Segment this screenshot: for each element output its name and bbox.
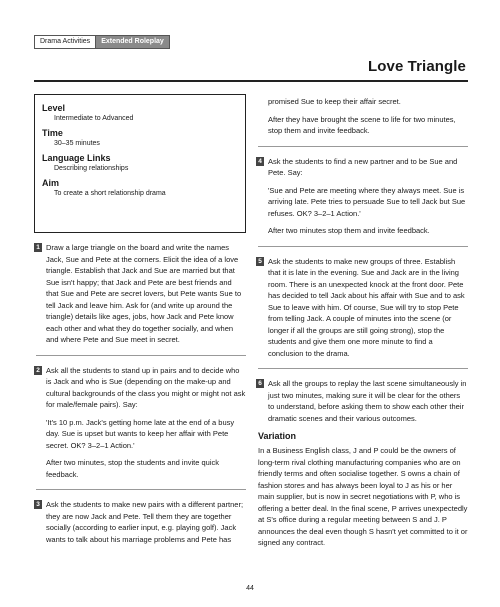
step-text: Ask all the groups to replay the last scene simultaneously in just two minutes, making sure it will be clear for the others to understand, before asking them to show each other their dramatic scenes and their various outcomes. <box>268 379 467 423</box>
level-label: Level <box>42 103 66 113</box>
step-number-badge: 2 <box>34 366 42 375</box>
divider <box>258 368 468 369</box>
step-3 <box>36 499 246 545</box>
tab-drama-activities: Drama Activities <box>35 36 96 48</box>
step-text: promised Sue to keep their affair secret. <box>268 97 401 106</box>
step-number-badge: 3 <box>34 500 42 509</box>
step-number-badge: 6 <box>256 379 264 388</box>
time-label: Time <box>42 128 63 138</box>
step-quote: 'Sue and Pete are meeting where they always meet. Sue is arriving late. Pete tries to persuade Sue to tell Jack but Sue refuses. OK? 3–2–1 Action.' <box>268 185 466 218</box>
step-text: Ask the students to find a new partner and to be Sue and Pete. Say: <box>268 156 458 177</box>
step-followup: After two minutes, stop the students and invite quick feedback. <box>46 458 220 479</box>
right-column <box>258 96 468 555</box>
step-6 <box>258 378 468 424</box>
variation-heading: Variation <box>258 431 297 441</box>
step-2 <box>36 365 246 481</box>
page-number: 44 <box>246 585 254 592</box>
title-rule <box>34 80 468 82</box>
activity-info-box <box>34 94 246 233</box>
left-column <box>36 242 246 551</box>
step-number-badge: 5 <box>256 257 264 266</box>
divider <box>258 146 468 147</box>
divider <box>258 246 468 247</box>
section-tabs <box>34 35 170 49</box>
page-title: Love Triangle <box>368 58 466 75</box>
step-quote: 'It's 10 p.m. Jack's getting home late at the end of a busy day. Sue is upset but wants to keep her affair with Pete secret. OK? 3–2–1 Action.' <box>46 417 235 450</box>
divider <box>36 489 246 490</box>
step-text: Ask all the students to stand up in pairs and to decide who is Jack and who is Sue (depending on the make-up and cultural backgrounds of the class you might or might not ask for male/female pairs). Say: <box>46 365 246 409</box>
aim-label: Aim <box>42 178 60 188</box>
step-3-continued <box>258 96 468 137</box>
step-text: Ask the students to make new groups of three. Establish that it is late in the evening. Sue and Jack are in the living room. There is an unexpected knock at the front door. Pete has decided to tell Jack about his affair with Sue and to ask Sue to leave with him. Of course, Sue will try to stop Pete from telling Jack. A couple of minutes into the scene (or longer if all the groups are still going strong), stop the students and give them one more minute to find a conclusion to the drama. <box>268 256 465 358</box>
step-1 <box>36 242 246 346</box>
step-5 <box>258 256 468 360</box>
language-links-value: Describing relationships <box>54 165 129 172</box>
step-number-badge: 1 <box>34 243 42 252</box>
step-4 <box>258 156 468 237</box>
step-followup: After they have brought the scene to life for two minutes, stop them and invite feedback. <box>268 114 456 135</box>
level-value: Intermediate to Advanced <box>54 115 134 122</box>
step-text: Draw a large triangle on the board and write the names Jack, Sue and Pete at the corners. Elicit the idea of a love triangle. Establish that Jack and Sue are married but that Sue isn't happy; that Jack and Pete are best friends and that Sue and Pete are secret lovers, but Pete wants Sue to tell Jack and leave him. Ask for (and write up around the triangle) details like ages, jobs, how Jack and Pete know each other and what they do together socially, and when and where Pete and Sue meet in secret. <box>46 243 242 344</box>
step-followup: After two minutes stop them and invite feedback. <box>268 226 430 235</box>
aim-value: To create a short relationship drama <box>54 190 166 197</box>
tab-extended-roleplay: Extended Roleplay <box>96 36 169 48</box>
divider <box>36 355 246 356</box>
variation-text: In a Business English class, J and P could be the owners of long-term rival clothing manufacturing companies who are on friendly terms and often socialise together. S owns a chain of fashion stores and has always been loyal to J as his or her main supplier, but is now in secret negotiations with P, who is offering a better deal. In the final scene, P arrives unexpectedly at S's office during a regular meeting between S and J. P announces the deal even though S hasn't yet committed to it or signed any contract. <box>258 446 468 547</box>
step-number-badge: 4 <box>256 157 264 166</box>
language-links-label: Language Links <box>42 153 111 163</box>
time-value: 30–35 minutes <box>54 140 100 147</box>
step-text: Ask the students to make new pairs with a different partner; they are now Jack and Pete. Tell them they are together socially (according to earlier input, e.g. playing golf). Jack wants to talk about his marriage problems and Pete has <box>46 500 244 544</box>
